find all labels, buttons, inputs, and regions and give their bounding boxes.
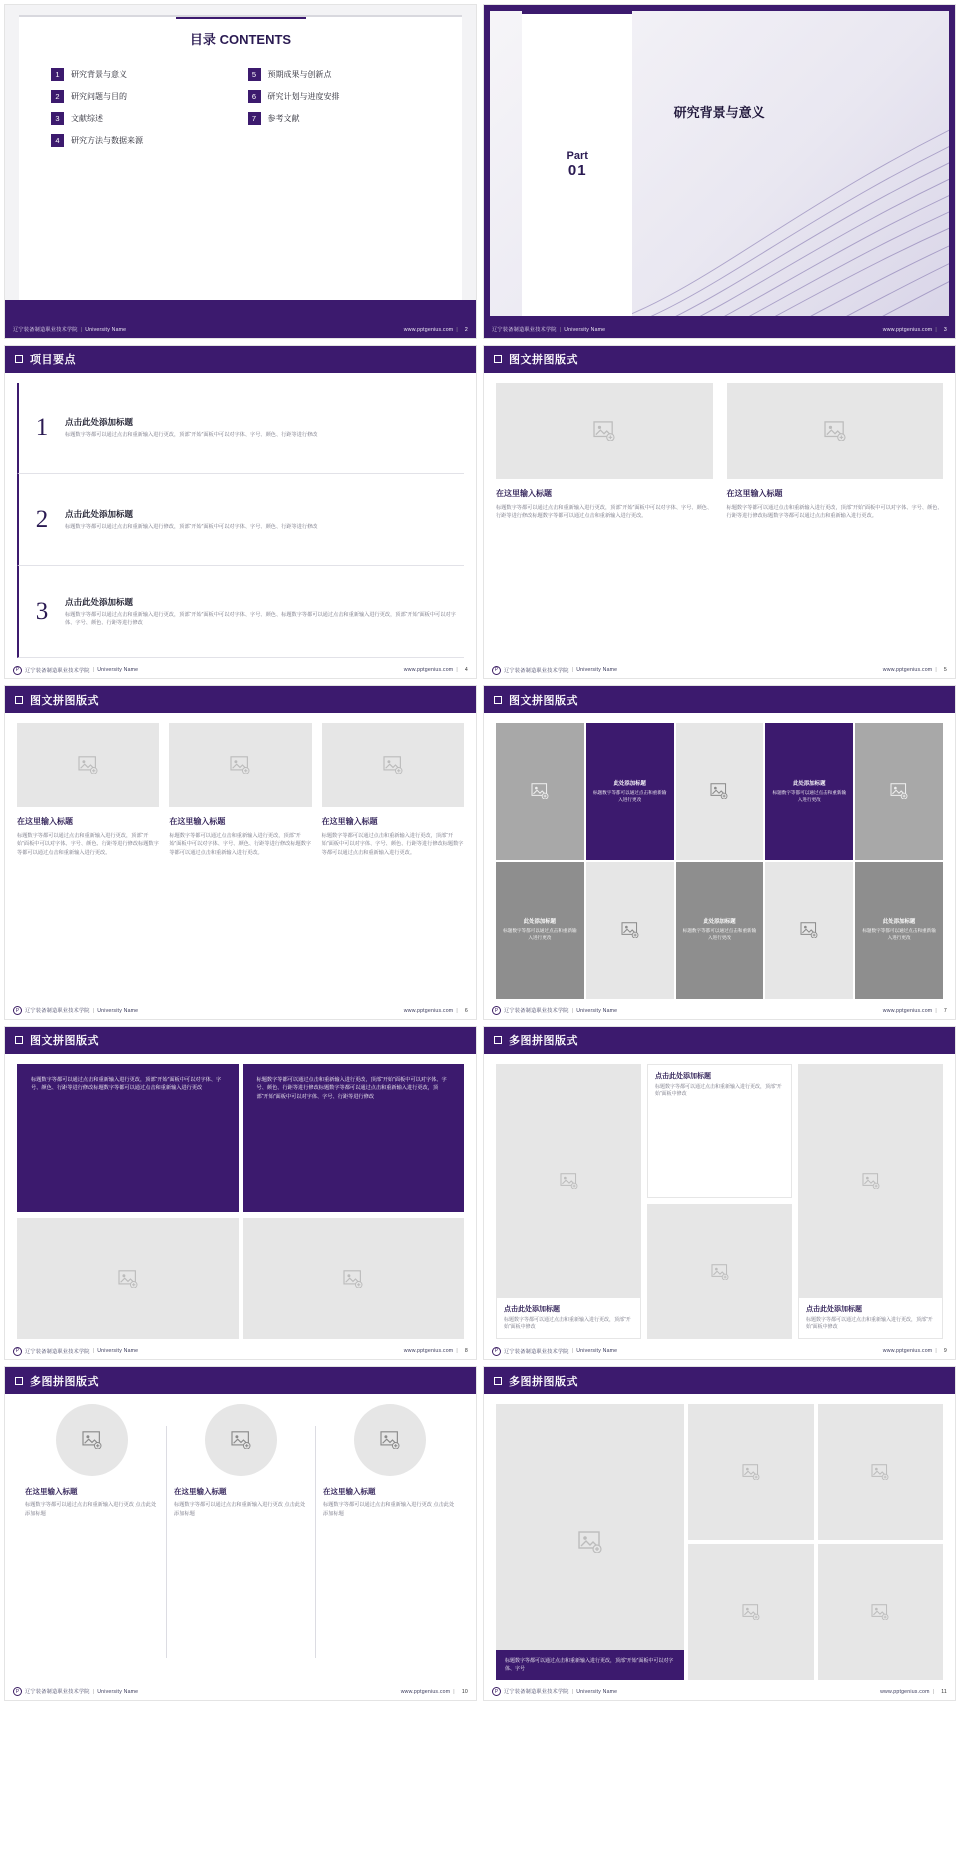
footer-separator: | <box>935 326 937 333</box>
mosaic-grid <box>496 723 943 999</box>
text-tile[interactable] <box>496 862 584 999</box>
toc-item-5[interactable] <box>248 68 431 81</box>
university-name: University Name <box>564 326 606 333</box>
item-desc: 标题数字等都可以通过点击和重新输入进行更改，顶部“开始”面板中可以对字体、字号、颜色、行距等进行修改 <box>65 432 318 439</box>
toc-label: 参考文献 <box>267 114 300 123</box>
wave-decoration <box>600 41 949 315</box>
contents-title-cn: 目录 <box>189 32 216 47</box>
slide-body <box>484 1394 955 1700</box>
image-placeholder[interactable] <box>799 1065 942 1298</box>
card[interactable] <box>169 723 311 999</box>
image-placeholder[interactable] <box>855 723 943 860</box>
card[interactable] <box>647 1204 792 1339</box>
text-block-row <box>17 1064 464 1213</box>
toc-number: 6 <box>248 90 261 103</box>
text-tile[interactable] <box>765 723 853 860</box>
page-title <box>37 29 444 54</box>
slide-header <box>5 1367 476 1394</box>
footer-separator: | <box>571 1688 574 1695</box>
toc-number: 5 <box>248 68 261 81</box>
image-icon <box>621 922 639 938</box>
part-number: 01 <box>567 162 587 180</box>
image-icon <box>711 1264 729 1280</box>
site-url: www.pptgenius.com <box>403 667 454 674</box>
slide-header-title: 多图拼图版式 <box>509 1375 578 1388</box>
image-icon <box>383 756 403 774</box>
tile-desc: 标题数字等都可以通过点击和重新输入进行更改 <box>772 789 847 802</box>
slide-footer <box>484 322 955 338</box>
school-name: 辽宁装备制造职业技术学院 <box>504 1008 569 1015</box>
item-desc: 标题数字等都可以通过点击和重新输入进行修改，顶部“开始”面板中可以对字体、字号、颜色、行距等进行修改 <box>65 524 318 531</box>
slide-body <box>484 713 955 1019</box>
item-number: 3 <box>35 598 49 626</box>
text-tile[interactable] <box>676 862 764 999</box>
image-icon <box>118 1270 138 1288</box>
site-url: www.pptgenius.com <box>403 1348 454 1355</box>
card[interactable] <box>17 723 159 999</box>
square-bullet-icon <box>15 696 23 704</box>
school-name: 辽宁装备制造职业技术学院 <box>504 667 569 674</box>
logo-icon: P <box>492 1687 501 1696</box>
page-number: 11 <box>941 1688 947 1695</box>
card-desc: 标题数字等都可以通过点击和重新输入进行更改 点击此处添加标题 <box>323 1502 455 1517</box>
square-bullet-icon <box>494 355 502 363</box>
image-placeholder[interactable] <box>243 1218 465 1339</box>
image-placeholder[interactable] <box>496 383 713 479</box>
square-bullet-icon <box>15 1377 23 1385</box>
toc-label: 研究方法与数据来源 <box>71 136 143 145</box>
slide-header <box>5 686 476 713</box>
slide-body <box>5 1054 476 1360</box>
image-placeholder[interactable] <box>497 1065 640 1298</box>
slide-header <box>484 346 955 373</box>
toc-label: 研究背景与意义 <box>71 70 127 79</box>
slide-header-title: 项目要点 <box>30 354 76 367</box>
page-number: 6 <box>464 1007 468 1014</box>
slide-text-image-split <box>4 1026 477 1361</box>
site-url: www.pptgenius.com <box>403 326 454 333</box>
page-number: 7 <box>943 1007 947 1014</box>
image-icon <box>871 1464 889 1480</box>
text-block[interactable]: 标题数字等都可以通过点击和重新输入进行更改，顶部“开始”面板中可以对字体、字号、颜色、行距等进行修改标题数字等都可以通过点击和重新输入进行更改 <box>17 1064 239 1213</box>
slide-footer <box>5 1003 476 1019</box>
site-url: www.pptgenius.com <box>403 1007 454 1014</box>
footer-separator: | <box>80 326 83 333</box>
footer-separator: | <box>453 1688 455 1695</box>
card-title: 在这里输入标题 <box>17 817 73 827</box>
toc-label: 研究计划与进度安排 <box>267 92 340 101</box>
item-number: 1 <box>35 414 49 442</box>
tile-title: 此处添加标题 <box>703 919 736 926</box>
card-title: 在这里输入标题 <box>174 1487 227 1497</box>
logo-icon: P <box>492 1006 501 1015</box>
slide-header <box>5 346 476 373</box>
slide-multi-cells <box>483 1026 956 1361</box>
card-desc: 标题数字等都可以通过点击和重新输入进行更改 点击此处添加标题 <box>174 1502 306 1517</box>
card-grid <box>496 383 943 659</box>
slide-body <box>5 1394 476 1700</box>
site-url: www.pptgenius.com <box>882 1348 933 1355</box>
image-icon <box>710 783 728 799</box>
university-name: University Name <box>85 326 127 333</box>
logo-icon: P <box>492 666 501 675</box>
card-desc: 标题数字等都可以通过点击和重新输入进行更改，顶部“开始”面板中可以对字体、字号、颜色、行距等进行修改标题数字等都可以通过点击和重新输入进行更改。 <box>321 833 464 856</box>
slide-body <box>5 713 476 1019</box>
square-bullet-icon <box>15 1036 23 1044</box>
slide-part-cover <box>483 4 956 339</box>
page-number: 3 <box>943 326 947 333</box>
image-icon <box>380 1431 400 1449</box>
list-item[interactable] <box>17 474 464 566</box>
footer-separator: | <box>456 1348 458 1355</box>
contents-card <box>19 15 462 318</box>
toc-item-4[interactable] <box>51 134 234 147</box>
toc-number: 7 <box>248 112 261 125</box>
university-name: University Name <box>97 1007 139 1014</box>
contents-title-en: CONTENTS <box>219 32 292 47</box>
image-icon <box>890 783 908 799</box>
card-title: 在这里输入标题 <box>169 817 226 827</box>
toc-item-1[interactable] <box>51 68 234 81</box>
image-placeholder[interactable] <box>496 723 584 860</box>
text-block[interactable]: 标题数字等都可以通过点击和重新输入进行更改，顶部“开始”面板中可以对字体、字号、颜色、行距等进行修改标题数字等都可以通过点击和重新输入进行更改，顶部“开始”面板中可以对字体、字号、行距等进行修改 <box>243 1064 465 1213</box>
footer-separator: | <box>935 1348 937 1355</box>
image-icon <box>871 1604 889 1620</box>
slide-footer <box>5 322 476 338</box>
circle-grid <box>17 1404 464 1680</box>
slide-header <box>484 1367 955 1394</box>
part-background <box>490 11 949 316</box>
toc-number: 1 <box>51 68 64 81</box>
footer-separator: | <box>456 1007 458 1014</box>
slide-body <box>484 1054 955 1360</box>
item-number: 2 <box>35 506 49 534</box>
site-url: www.pptgenius.com <box>882 1007 933 1014</box>
slide-footer <box>484 1003 955 1019</box>
image-placeholder[interactable] <box>586 862 674 999</box>
image-placeholder[interactable] <box>17 1218 239 1339</box>
slide-header-title: 多图拼图版式 <box>509 1035 578 1048</box>
toc-label: 研究问题与目的 <box>71 92 127 101</box>
toc-label: 预期成果与创新点 <box>267 70 332 79</box>
card[interactable] <box>798 1064 943 1340</box>
image-placeholder[interactable] <box>322 723 464 807</box>
card-title: 在这里输入标题 <box>323 1487 376 1497</box>
image-placeholder-large[interactable] <box>496 1404 684 1680</box>
logo-icon: P <box>13 1006 22 1015</box>
tile-title: 此处添加标题 <box>882 919 916 926</box>
image-placeholder[interactable] <box>17 723 159 807</box>
square-bullet-icon <box>494 1036 502 1044</box>
card-title: 点击此处添加标题 <box>504 1305 560 1313</box>
card[interactable] <box>727 383 944 659</box>
toc-label: 文献综述 <box>71 114 103 123</box>
school-name: 辽宁装备制造职业技术学院 <box>504 1689 569 1696</box>
image-row <box>17 1218 464 1339</box>
text-tile[interactable] <box>855 862 943 999</box>
toc-number: 2 <box>51 90 64 103</box>
site-url: www.pptgenius.com <box>882 667 933 674</box>
card[interactable] <box>496 383 713 659</box>
card-title: 在这里输入标题 <box>25 1487 78 1497</box>
slide-body <box>5 373 476 679</box>
slide-footer <box>5 1684 476 1700</box>
footer-separator: | <box>571 1348 574 1355</box>
item-title: 点击此处添加标题 <box>65 597 134 608</box>
image-placeholder[interactable] <box>727 383 944 479</box>
page-number: 5 <box>943 667 947 674</box>
slide-footer <box>5 1343 476 1359</box>
slide-contents <box>4 4 477 339</box>
image-placeholder[interactable] <box>648 1205 791 1338</box>
image-icon <box>593 421 615 441</box>
school-name: 辽宁装备制造职业技术学院 <box>504 1348 569 1355</box>
item-title: 点击此处添加标题 <box>65 417 134 428</box>
toc-number: 3 <box>51 112 64 125</box>
footer-separator: | <box>932 1688 935 1695</box>
slide-header <box>5 1027 476 1054</box>
logo-icon: P <box>492 1347 501 1356</box>
card[interactable] <box>496 1064 641 1340</box>
toc-item-7[interactable] <box>248 112 431 125</box>
school-name: 辽宁装备制造职业技术学院 <box>13 327 78 334</box>
item-title: 点击此处添加标题 <box>65 509 134 520</box>
key-point-list <box>17 383 464 659</box>
footer-separator: | <box>935 667 937 674</box>
university-name: University Name <box>97 1688 139 1695</box>
toc-list <box>37 68 444 147</box>
university-name: University Name <box>576 1007 618 1014</box>
card-desc: 标题数字等都可以通过点击和重新输入进行更改，顶部“开始”面板中可以对字体、字号、颜色、行距等进行修改标题数字等都可以通过点击和重新输入进行更改。 <box>17 833 159 856</box>
tile-desc: 标题数字等都可以通过点击和重新输入进行更改 <box>862 928 936 941</box>
footer-separator: | <box>571 1007 574 1014</box>
footer-separator: | <box>92 1348 95 1355</box>
image-placeholder[interactable] <box>688 1404 813 1540</box>
image-grid <box>496 1404 943 1680</box>
page-number: 2 <box>464 326 468 333</box>
image-placeholder[interactable] <box>354 1404 426 1476</box>
card-desc: 标题数字等都可以通过点击和重新输入进行更改，顶部“开始”面板中可以对字体、字号、颜色、行距等进行修改标题数字等都可以通过点击和重新输入进行更改。 <box>496 504 713 519</box>
card[interactable] <box>166 1404 315 1680</box>
site-url: www.pptgenius.com <box>400 1688 451 1695</box>
image-placeholder[interactable] <box>169 723 311 807</box>
item-desc: 标题数字等都可以通过点击和重新输入进行更改，顶部“开始”面板中可以对字体、字号、颜色、标题数字等都可以通过点击和重新输入进行更改，顶部“开始”面板中可以对字体、字号、颜色、行距等进行修改 <box>65 612 456 627</box>
decorative-bar <box>5 300 476 322</box>
slide-big-plus-four <box>483 1366 956 1701</box>
middle-column <box>647 1064 792 1340</box>
school-name: 辽宁装备制造职业技术学院 <box>25 1689 90 1696</box>
slide-mosaic <box>483 685 956 1020</box>
card-desc: 标题数字等都可以通过点击和重新输入进行更改，顶部“开始”面板中修改 <box>806 1316 933 1331</box>
square-bullet-icon <box>15 355 23 363</box>
toc-item-3[interactable] <box>51 112 234 125</box>
image-icon <box>742 1604 760 1620</box>
logo-icon: P <box>13 1687 22 1696</box>
slide-header <box>484 686 955 713</box>
image-placeholder[interactable] <box>676 723 764 860</box>
tile-desc: 标题数字等都可以通过点击和重新输入进行更改 <box>592 789 667 802</box>
image-icon <box>531 783 549 799</box>
slide-circle-columns <box>4 1366 477 1701</box>
part-word: Part <box>566 150 588 163</box>
image-icon <box>800 922 818 938</box>
card-title: 在这里输入标题 <box>726 488 783 498</box>
footer-separator: | <box>92 1688 95 1695</box>
tile-title: 此处添加标题 <box>613 780 646 787</box>
slide-header-title: 图文拼图版式 <box>509 354 578 367</box>
tile-desc: 标题数字等都可以通过点击和重新输入进行更改 <box>503 928 577 941</box>
image-placeholder[interactable] <box>56 1404 128 1476</box>
card[interactable] <box>647 1064 792 1199</box>
card[interactable] <box>322 723 464 999</box>
cell-grid <box>496 1064 943 1340</box>
card[interactable] <box>315 1404 464 1680</box>
university-name: University Name <box>97 667 139 674</box>
page-number: 10 <box>461 1688 468 1695</box>
card-title: 点击此处添加标题 <box>655 1072 711 1080</box>
image-placeholder[interactable] <box>765 862 853 999</box>
card-title: 在这里输入标题 <box>321 817 378 827</box>
school-name: 辽宁装备制造职业技术学院 <box>492 327 557 334</box>
image-icon <box>82 1431 102 1449</box>
logo-icon: P <box>13 666 22 675</box>
card-desc: 标题数字等都可以通过点击和重新输入进行更改 点击此处添加标题 <box>25 1502 157 1517</box>
slide-header-title: 多图拼图版式 <box>30 1375 99 1388</box>
list-item[interactable] <box>17 383 464 475</box>
square-bullet-icon <box>494 1377 502 1385</box>
toc-item-6[interactable] <box>248 90 431 103</box>
slide-header-title: 图文拼图版式 <box>30 1035 99 1048</box>
footer-separator: | <box>935 1007 937 1014</box>
school-name: 辽宁装备制造职业技术学院 <box>25 1348 90 1355</box>
toc-item-2[interactable] <box>51 90 234 103</box>
card-desc: 标题数字等都可以通过点击和重新输入进行更改，顶部“开始”面板中可以对字体、字号、颜色、行距等进行修改标题数字等都可以通过点击和重新输入进行更改。 <box>169 833 312 856</box>
image-icon <box>230 756 250 774</box>
image-icon <box>742 1464 760 1480</box>
caption-bar: 标题数字等都可以通过点击和重新输入进行更改，顶部“开始”面板中可以对字体、字号 <box>496 1650 684 1680</box>
slide-header-title: 图文拼图版式 <box>30 694 99 707</box>
tile-desc: 标题数字等都可以通过点击和重新输入进行更改 <box>682 928 757 941</box>
image-icon <box>862 1173 880 1189</box>
page-number: 9 <box>943 1348 947 1355</box>
slide-footer <box>484 1343 955 1359</box>
slide-header-title: 图文拼图版式 <box>509 694 578 707</box>
card-desc: 标题数字等都可以通过点击和重新输入进行更改，顶部“开始”面板中修改 <box>655 1083 782 1098</box>
square-bullet-icon <box>494 696 502 704</box>
footer-separator: | <box>92 1007 95 1014</box>
footer-separator: | <box>456 667 458 674</box>
image-placeholder[interactable] <box>688 1544 813 1680</box>
slide-header <box>484 1027 955 1054</box>
site-url: www.pptgenius.com <box>880 1688 930 1695</box>
part-label-block <box>522 11 632 316</box>
slide-key-points <box>4 345 477 680</box>
text-tile[interactable] <box>586 723 674 860</box>
card-grid <box>17 723 464 999</box>
image-icon <box>78 756 98 774</box>
card-title: 在这里输入标题 <box>496 488 552 498</box>
list-item[interactable] <box>17 566 464 658</box>
slide-footer <box>484 1684 955 1700</box>
slide-footer <box>484 662 955 678</box>
card-desc: 标题数字等都可以通过点击和重新输入进行更改，顶部“开始”面板中修改 <box>504 1316 631 1331</box>
page-number: 4 <box>464 667 468 674</box>
university-name: University Name <box>97 1348 139 1355</box>
image-icon <box>231 1431 251 1449</box>
footer-separator: | <box>92 667 95 674</box>
tile-title: 此处添加标题 <box>793 780 826 787</box>
page-number: 8 <box>464 1348 468 1355</box>
tile-title: 此处添加标题 <box>523 919 557 926</box>
image-icon <box>578 1531 602 1553</box>
university-name: University Name <box>576 1688 618 1695</box>
image-icon <box>824 421 846 441</box>
logo-icon: P <box>13 1347 22 1356</box>
footer-separator: | <box>456 326 458 333</box>
image-icon <box>560 1173 578 1189</box>
card[interactable] <box>17 1404 166 1680</box>
slide-body <box>484 373 955 679</box>
university-name: University Name <box>576 1348 618 1355</box>
toc-number: 4 <box>51 134 64 147</box>
card-title: 点击此处添加标题 <box>806 1305 862 1313</box>
footer-separator: | <box>559 326 562 333</box>
card-desc: 标题数字等都可以通过点击和重新输入进行更改，顶部“开始”面板中可以对字体、字号、颜色、行距等进行修改标题数字等都可以通过点击和重新输入进行更改。 <box>726 504 943 519</box>
site-url: www.pptgenius.com <box>882 326 933 333</box>
part-title: 研究背景与意义 <box>673 105 765 121</box>
image-placeholder[interactable] <box>205 1404 277 1476</box>
school-name: 辽宁装备制造职业技术学院 <box>25 667 90 674</box>
image-placeholder[interactable] <box>818 1544 943 1680</box>
slide-three-up <box>4 685 477 1020</box>
image-icon <box>343 1270 363 1288</box>
footer-separator: | <box>571 667 574 674</box>
slide-two-up <box>483 345 956 680</box>
school-name: 辽宁装备制造职业技术学院 <box>25 1008 90 1015</box>
slide-footer <box>5 662 476 678</box>
university-name: University Name <box>576 667 618 674</box>
image-placeholder[interactable] <box>818 1404 943 1540</box>
